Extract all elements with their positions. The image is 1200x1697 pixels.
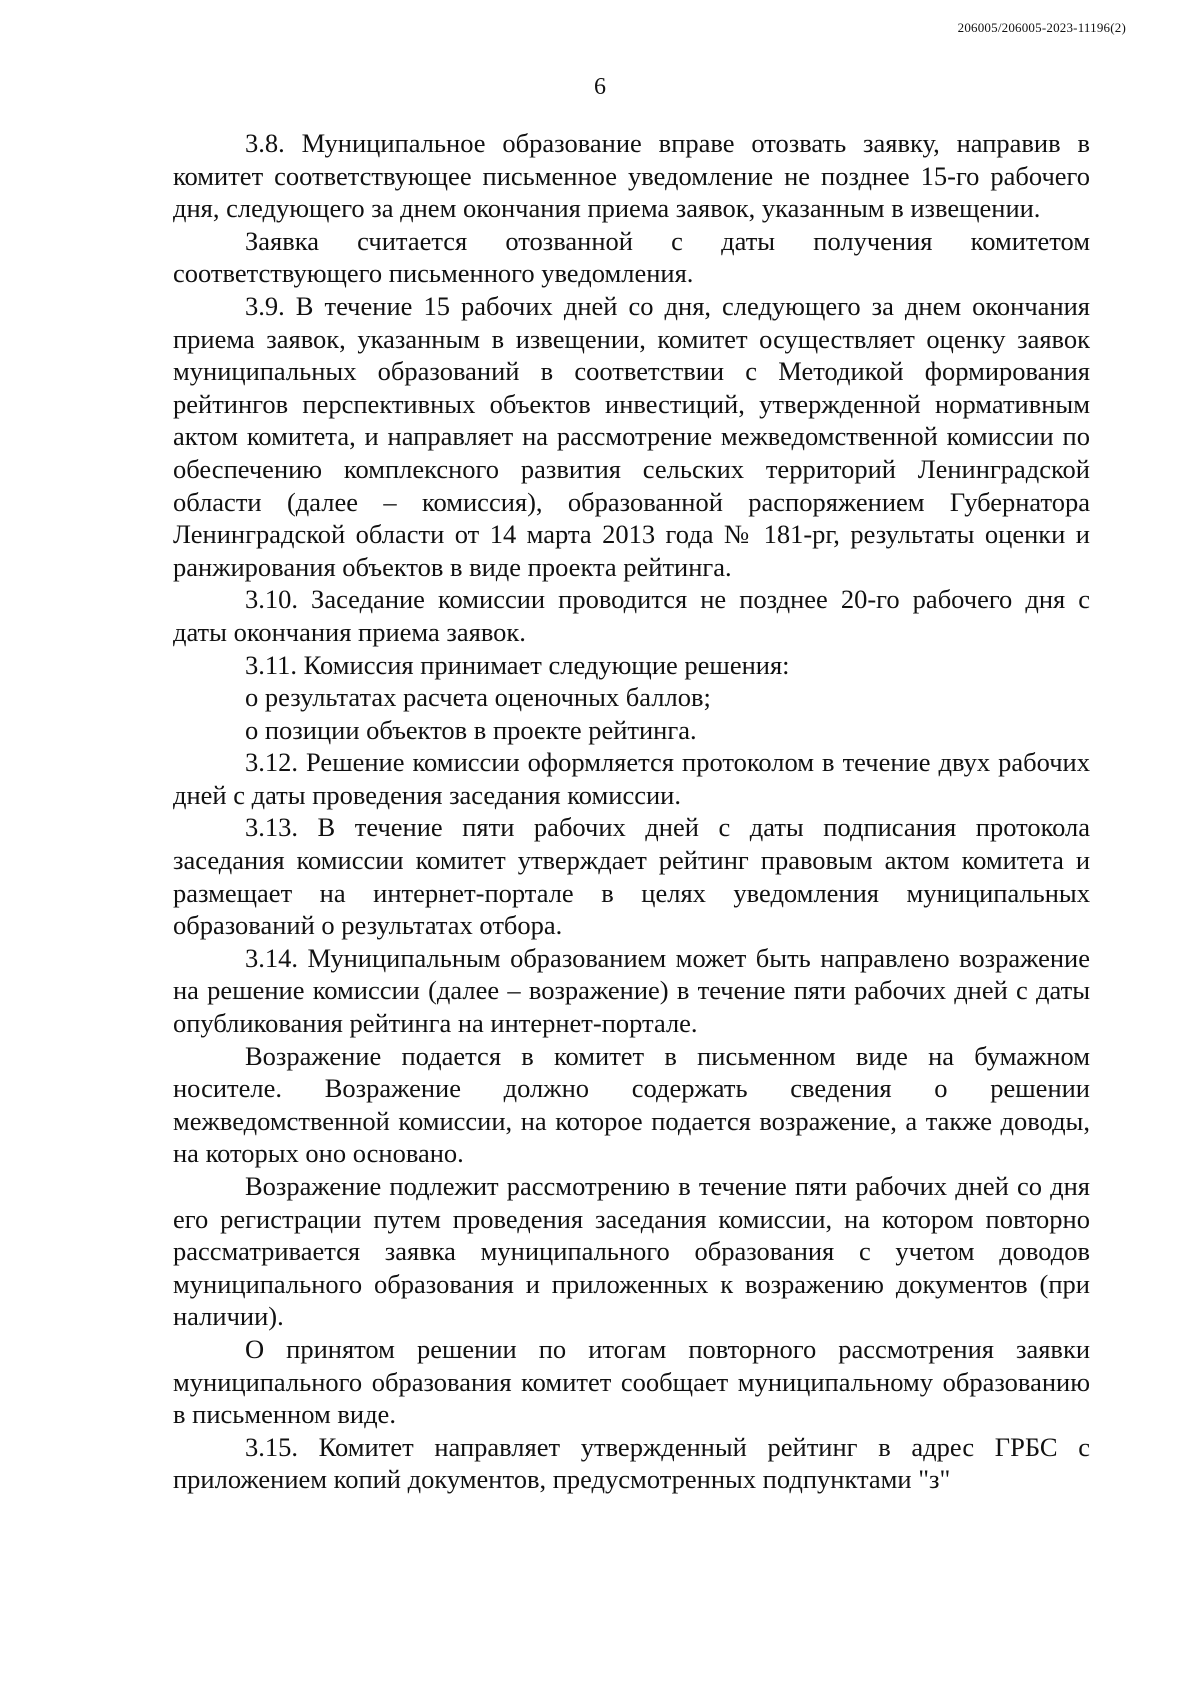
document-body (173, 127, 1090, 1496)
paragraph-3-9: 3.9. В течение 15 рабочих дней со дня, следующего за днем окончания приема заявок, указанным в извещении, комитет осуществляет оценку заявок муниципальных образований в соответствии с Методикой формирования рейтингов перспективных объектов инвестиций, утвержденной нормативным актом комитета, и направляет на рассмотрение межведомственной комиссии по обеспечению комплексного развития сельских территорий Ленинградской области (далее – комиссия), образованной распоряжением Губернатора Ленинградской области от 14 марта 2013 года № 181-рг, результаты оценки и ранжирования объектов в виде проекта рейтинга. (173, 290, 1090, 582)
paragraph-3-8: 3.8. Муниципальное образование вправе отозвать заявку, направив в комитет соответствующее письменное уведомление не позднее 15-го рабочего дня, следующего за днем окончания приема заявок, указанным в извещении. (173, 128, 1090, 224)
paragraph-3-11: 3.11. Комиссия принимает следующие решения: (245, 649, 790, 680)
paragraph-3-10: 3.10. Заседание комиссии проводится не позднее 20-го рабочего дня с даты окончания приема заявок. (173, 584, 1090, 647)
paragraph-objection-submission: Возражение подается в комитет в письменном виде на бумажном носителе. Возражение должно содержать сведения о решении межведомственной комиссии, на которое подается возражение, а также доводы, на которых оно основано. (173, 1040, 1090, 1169)
paragraph-objection-review: Возражение подлежит рассмотрению в течение пяти рабочих дней со дня его регистрации путем проведения заседания комиссии, на котором повторно рассматривается заявка муниципального образования с учетом доводов муниципального образования и приложенных к возражению документов (при наличии). (173, 1171, 1090, 1332)
page-number: 6 (594, 74, 606, 100)
list-item-positions: о позиции объектов в проекте рейтинга. (245, 714, 697, 745)
paragraph-decision-notice: О принятом решении по итогам повторного рассмотрения заявки муниципального образования комитет сообщает муниципальному образованию в письменном виде. (173, 1333, 1090, 1430)
paragraph-3-12: 3.12. Решение комиссии оформляется протоколом в течение двух рабочих дней с даты проведения заседания комиссии. (173, 747, 1090, 810)
paragraph-3-14: 3.14. Муниципальным образованием может быть направлено возражение на решение комиссии (далее – возражение) в течение пяти рабочих дней с даты опубликования рейтинга на интернет-портале. (173, 942, 1090, 1039)
paragraph-withdrawal-note: Заявка считается отозванной с даты получения комитетом соответствующего письменного уведомления. (173, 225, 1090, 289)
paragraph-3-13: 3.13. В течение пяти рабочих дней с даты подписания протокола заседания комиссии комитет утверждает рейтинг правовым актом комитета и размещает на интернет-портале в целях уведомления муниципальных образований о результатах отбора. (173, 812, 1090, 941)
document-registration-id: 206005/206005-2023-11196(2) (957, 20, 1126, 35)
paragraph-3-15: 3.15. Комитет направляет утвержденный рейтинг в адрес ГРБС с приложением копий документов, предусмотренных подпунктами "з" (173, 1431, 1090, 1495)
list-item-scores: о результатах расчета оценочных баллов; (245, 682, 711, 713)
